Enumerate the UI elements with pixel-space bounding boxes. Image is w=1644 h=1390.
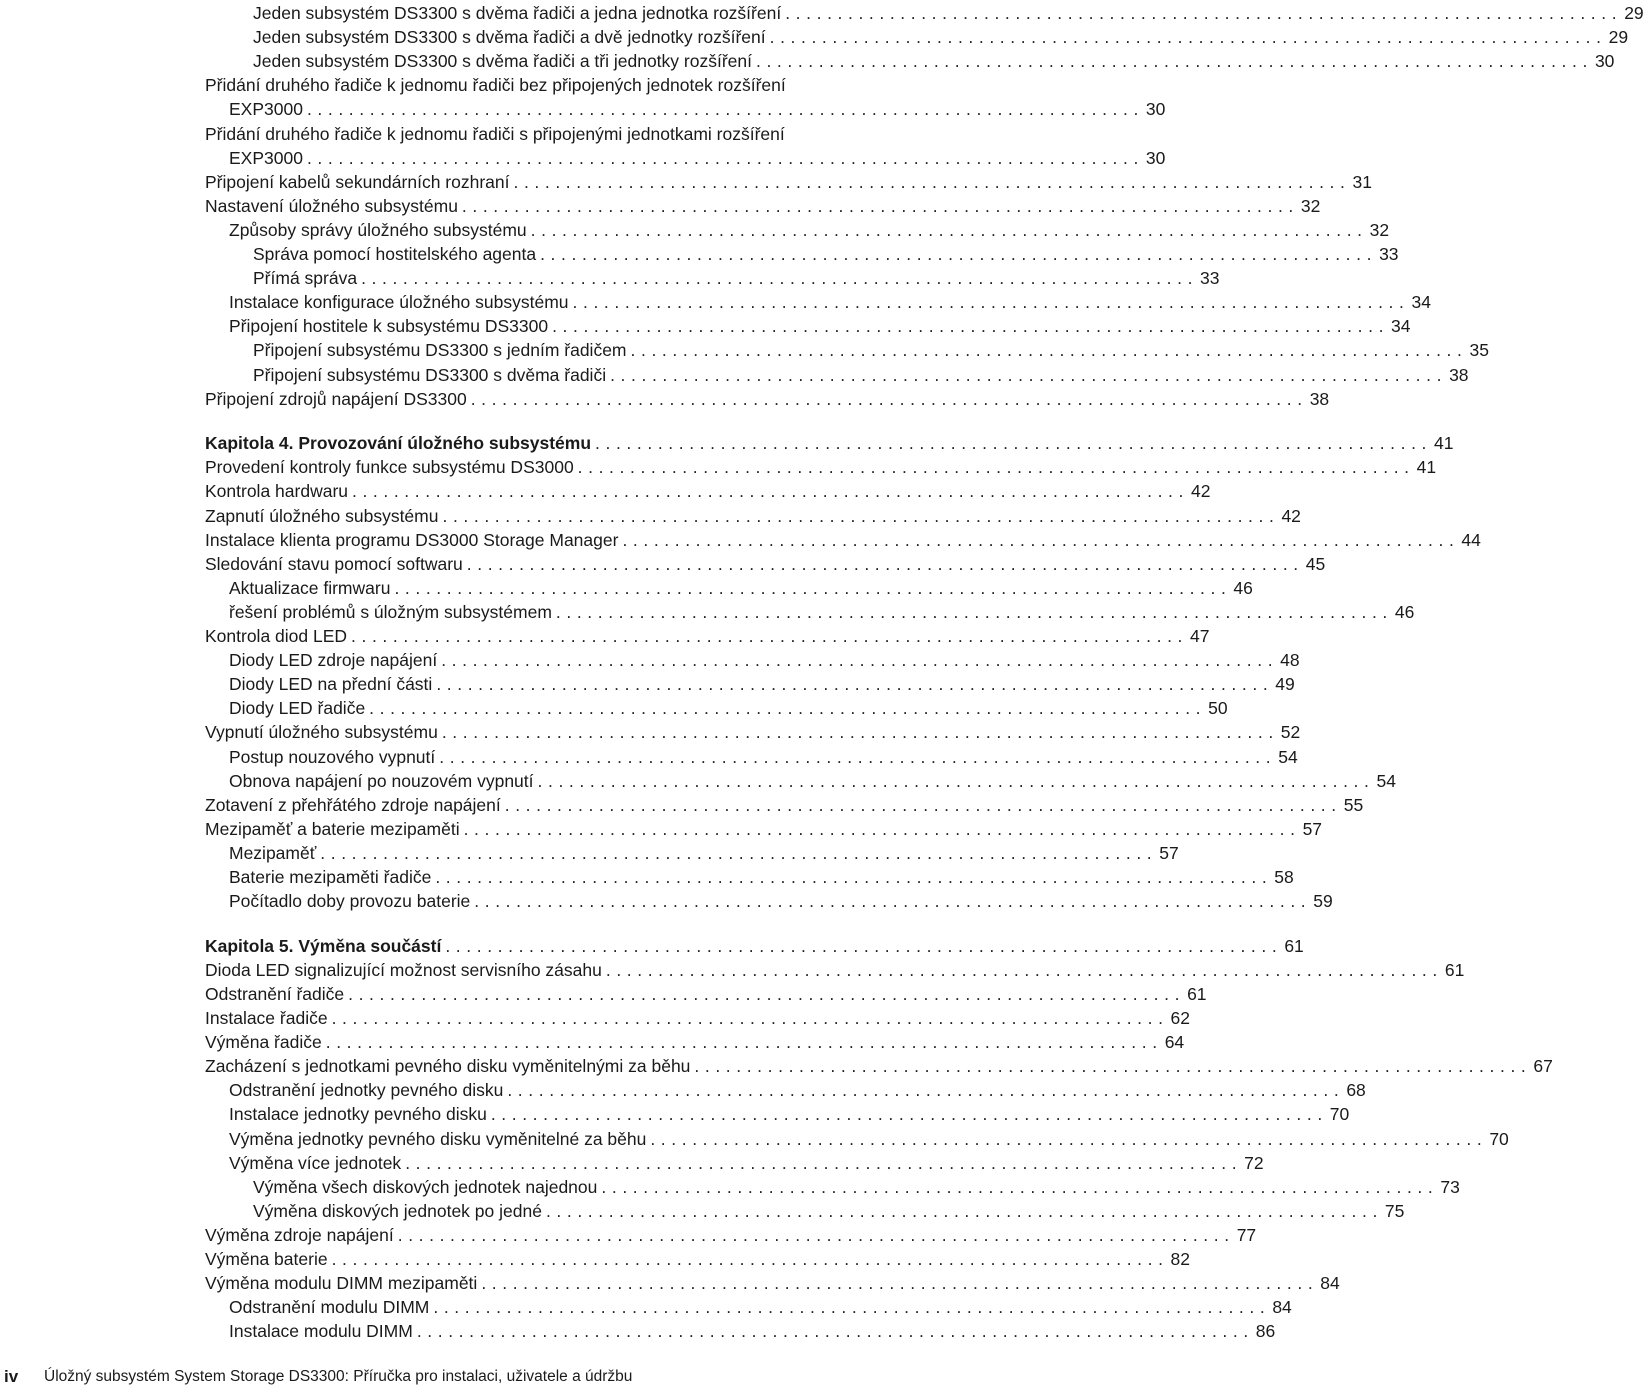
toc-entry[interactable]: [205, 1223, 1257, 1247]
toc-entry-title: Odstranění modulu DIMM: [229, 1297, 430, 1318]
dot-leader: ................................................................................: [369, 698, 1207, 719]
dot-leader: ................................................................................: [595, 433, 1433, 454]
toc-entry-title: Připojení subsystému DS3300 s jedním řadičem: [253, 340, 627, 361]
toc-entry[interactable]: [205, 455, 1437, 479]
toc-entry-title: Přímá správa: [253, 268, 358, 289]
toc-entry[interactable]: [253, 1175, 1460, 1199]
toc-entry[interactable]: [229, 841, 1179, 865]
dot-leader: ................................................................................: [348, 983, 1186, 1004]
dot-leader: ................................................................................: [436, 674, 1274, 695]
toc-entry-title: Zapnutí úložného subsystému: [205, 505, 439, 526]
toc-entry[interactable]: [205, 624, 1210, 648]
toc-entry-title: Diody LED na přední části: [229, 674, 433, 695]
toc-page-number: 67: [1533, 1056, 1553, 1077]
toc-page-number: 41: [1434, 433, 1454, 454]
toc-entry[interactable]: [229, 1151, 1264, 1175]
toc-page-number: 42: [1281, 505, 1301, 526]
dot-leader: ................................................................................: [306, 99, 1144, 120]
toc-entry-title: Postup nouzového vypnutí: [229, 746, 436, 767]
toc-entry[interactable]: [205, 982, 1207, 1006]
dot-leader: ................................................................................: [537, 770, 1375, 791]
toc-entry-title: Způsoby správy úložného subsystému: [229, 219, 527, 240]
toc-entry-title: Výměna baterie: [205, 1249, 328, 1269]
footer-title: Úložný subsystém System Storage DS3300: Příručka pro instalaci, uživatele a údržbu: [44, 1368, 633, 1385]
toc-entry-title: Diody LED řadiče: [229, 698, 366, 719]
toc-entry[interactable]: [205, 1030, 1185, 1054]
toc-page-number: 61: [1444, 959, 1465, 980]
dot-leader: ................................................................................: [755, 51, 1593, 72]
toc-entry-title: Instalace modulu DIMM: [229, 1321, 413, 1342]
toc-entry[interactable]: [229, 1127, 1509, 1151]
toc-entry[interactable]: [253, 266, 1220, 290]
toc-entry-title: Přidání druhého řadiče k jednomu řadiči bez připojených jednotek rozšíření: [205, 75, 786, 96]
toc-entry-title: Vypnutí úložného subsystému: [205, 722, 438, 743]
toc-entry[interactable]: [205, 122, 957, 146]
dot-leader: ................................................................................: [513, 171, 1351, 192]
dot-leader: ................................................................................: [481, 1273, 1319, 1294]
toc-entry[interactable]: [253, 363, 1469, 387]
toc-page-number: 49: [1275, 674, 1295, 695]
dot-leader: ................................................................................: [507, 1080, 1345, 1101]
dot-leader: ................................................................................: [470, 388, 1308, 409]
footer-page-number: iv: [4, 1367, 19, 1386]
toc-page-number: 62: [1170, 1008, 1191, 1028]
dot-leader: ................................................................................: [439, 746, 1277, 767]
toc-page-number: 52: [1280, 722, 1301, 743]
toc-page-number: 46: [1394, 601, 1415, 622]
toc-page-number: 30: [1145, 147, 1166, 168]
dot-leader: ................................................................................: [416, 1321, 1254, 1342]
toc-page-number: 55: [1343, 794, 1364, 815]
toc-entry-title: Baterie mezipaměti řadiče: [229, 867, 432, 887]
dot-leader: ................................................................................: [577, 457, 1415, 478]
toc-page-number: 44: [1461, 529, 1481, 550]
dot-leader: ................................................................................: [694, 1056, 1532, 1077]
toc-page-number: 32: [1300, 195, 1321, 216]
dot-leader: ................................................................................: [466, 553, 1304, 574]
toc-entry[interactable]: [253, 242, 1399, 266]
toc-entry[interactable]: [205, 1006, 1191, 1030]
toc-entry-title: Jeden subsystém DS3300 s dvěma řadiči a dvě jednotky rozšíření: [253, 27, 766, 48]
dot-leader: ................................................................................: [351, 626, 1189, 646]
toc-entry[interactable]: [229, 576, 1253, 600]
toc-page-number: 34: [1411, 292, 1431, 313]
toc-entry[interactable]: [229, 146, 1166, 170]
toc-entry[interactable]: [229, 1102, 1350, 1126]
toc-entry-title: Jeden subsystém DS3300 s dvěma řadiči a jedna jednotka rozšíření: [253, 3, 782, 23]
toc-entry-title: Jeden subsystém DS3300 s dvěma řadiči a tři jednotky rozšíření: [253, 51, 752, 72]
toc-page-number: 33: [1379, 244, 1399, 264]
toc-entry-title: Výměna modulu DIMM mezipaměti: [205, 1273, 478, 1294]
toc-page-number: 31: [1352, 171, 1372, 192]
toc-entry-title: Nastavení úložného subsystému: [205, 195, 458, 216]
toc-entry-title: Diody LED zdroje napájení: [229, 650, 438, 671]
toc-entry-title: Zacházení s jednotkami pevného disku vyměnitelnými za běhu: [205, 1056, 691, 1077]
toc-page-number: 86: [1255, 1321, 1276, 1342]
toc-page-number: 61: [1284, 935, 1304, 956]
toc-entry[interactable]: [229, 745, 1298, 769]
dot-leader: ................................................................................: [605, 959, 1443, 980]
toc-entry-title: Výměna více jednotek: [229, 1152, 402, 1173]
toc-entry[interactable]: [229, 314, 1411, 338]
toc-entry-title: Výměna zdroje napájení: [205, 1224, 394, 1245]
toc-page-number: 45: [1305, 553, 1326, 574]
toc-entry-title: EXP3000: [229, 99, 303, 120]
dot-leader: ................................................................................: [540, 244, 1378, 264]
toc-entry-title: Připojení subsystému DS3300 s dvěma řadiči: [253, 364, 607, 385]
toc-entry[interactable]: [205, 73, 957, 97]
toc-entry[interactable]: [253, 1199, 1405, 1223]
toc-page-number: 29: [1608, 27, 1629, 48]
dot-leader: ................................................................................: [352, 481, 1189, 502]
toc-entry-title: Zotavení z přehřátého zdroje napájení: [205, 794, 501, 815]
toc-entry-title: Kontrola hardwaru: [205, 481, 348, 502]
toc-entry[interactable]: [205, 552, 1326, 576]
toc-page-number: 59: [1313, 891, 1333, 912]
toc-entry[interactable]: [229, 97, 1166, 121]
dot-leader: ................................................................................: [474, 891, 1312, 912]
dot-leader: ................................................................................: [445, 935, 1283, 956]
toc-entry[interactable]: [205, 793, 1364, 817]
toc-entry-title: Mezipaměť: [229, 842, 317, 863]
toc-page-number: 68: [1346, 1080, 1366, 1101]
dot-leader: ................................................................................: [441, 722, 1279, 743]
toc-entry-title: řešení problémů s úložným subsystémem: [229, 601, 552, 622]
toc-entry-title: Připojení hostitele k subsystému DS3300: [229, 316, 549, 337]
toc-page-number: 35: [1469, 340, 1489, 361]
toc-entry-title: Sledování stavu pomocí softwaru: [205, 553, 463, 574]
toc-page-number: 84: [1320, 1273, 1340, 1294]
chapter-heading[interactable]: [205, 431, 1454, 455]
dot-leader: ................................................................................: [394, 577, 1232, 598]
toc-entry[interactable]: [205, 170, 1372, 194]
toc-entry[interactable]: [229, 218, 1390, 242]
dot-leader: ................................................................................: [545, 1200, 1383, 1221]
toc-page-number: 38: [1309, 388, 1330, 409]
toc-entry-title: Odstranění řadiče: [205, 983, 345, 1004]
toc-entry-title: Instalace řadiče: [205, 1008, 328, 1028]
toc-entry-title: Výměna diskových jednotek po jedné: [253, 1200, 542, 1221]
toc-entry[interactable]: [253, 49, 1615, 73]
toc-entry-title: Přidání druhého řadiče k jednomu řadiči s připojenými jednotkami rozšíření: [205, 123, 785, 144]
toc-page-number: 48: [1280, 650, 1300, 671]
toc-entry-title: Instalace konfigurace úložného subsystému: [229, 292, 569, 313]
dot-leader: ................................................................................: [461, 195, 1299, 216]
toc-entry[interactable]: [205, 504, 1301, 528]
toc-page-number: 33: [1200, 268, 1220, 289]
page-footer: [0, 1365, 960, 1389]
toc-entry[interactable]: [229, 648, 1300, 672]
toc-entry[interactable]: [205, 817, 1323, 841]
dot-leader: ................................................................................: [463, 818, 1301, 839]
dot-leader: ................................................................................: [320, 842, 1158, 863]
dot-leader: ................................................................................: [610, 364, 1448, 385]
toc-entry[interactable]: [229, 696, 1228, 720]
toc-entry[interactable]: [229, 1295, 1292, 1319]
toc-entry[interactable]: [253, 338, 1489, 362]
toc-entry[interactable]: [253, 1, 1644, 25]
toc-entry-title: Výměna všech diskových jednotek najednou: [253, 1176, 598, 1197]
toc-page-number: 29: [1624, 3, 1644, 23]
toc-entry-title: Kontrola diod LED: [205, 626, 348, 646]
dot-leader: ................................................................................: [490, 1104, 1328, 1125]
toc-page-number: 77: [1236, 1224, 1257, 1245]
toc-entry[interactable]: [229, 290, 1431, 314]
toc-entry-title: Odstranění jednotky pevného disku: [229, 1080, 504, 1101]
dot-leader: ................................................................................: [769, 27, 1607, 48]
dot-leader: ................................................................................: [555, 601, 1393, 622]
dot-leader: ................................................................................: [552, 316, 1390, 337]
toc-entry-title: Připojení zdrojů napájení DS3300: [205, 388, 467, 409]
toc-page-number: 47: [1190, 626, 1210, 646]
dot-leader: ................................................................................: [435, 867, 1273, 887]
toc-page-number: 64: [1164, 1032, 1185, 1053]
toc-entry-title: Kapitola 5. Výměna součástí: [205, 935, 442, 956]
dot-leader: ................................................................................: [785, 3, 1623, 23]
dot-leader: ................................................................................: [504, 794, 1342, 815]
toc-page-number: 30: [1145, 99, 1166, 120]
toc-page-number: 57: [1302, 818, 1323, 839]
toc-entry[interactable]: [205, 528, 1481, 552]
toc-entry[interactable]: [253, 25, 1629, 49]
dot-leader: ................................................................................: [442, 505, 1280, 526]
toc-page-number: 73: [1440, 1176, 1460, 1197]
toc-entry-title: Provedení kontroly funkce subsystému DS3000: [205, 457, 574, 478]
toc-page-number: 34: [1391, 316, 1411, 337]
toc-page-number: 61: [1187, 983, 1207, 1004]
toc-entry-title: Obnova napájení po nouzovém vypnutí: [229, 770, 534, 791]
toc-page-number: 84: [1272, 1297, 1292, 1318]
toc-page-number: 46: [1233, 577, 1253, 598]
toc-entry-title: Instalace jednotky pevného disku: [229, 1104, 487, 1125]
toc-entry-title: Kapitola 4. Provozování úložného subsystému: [205, 433, 592, 454]
toc-entry-title: Výměna řadiče: [205, 1032, 322, 1053]
toc-page-number: 57: [1159, 842, 1179, 863]
dot-leader: ................................................................................: [397, 1224, 1235, 1245]
toc-entry[interactable]: [229, 769, 1396, 793]
toc-page-number: 75: [1384, 1200, 1405, 1221]
toc-entry[interactable]: [205, 1271, 1340, 1295]
toc-entry-title: EXP3000: [229, 147, 303, 168]
dot-leader: ................................................................................: [331, 1249, 1169, 1269]
toc-page-number: 70: [1329, 1104, 1350, 1125]
toc-entry[interactable]: [205, 387, 1330, 411]
toc-entry[interactable]: [229, 1078, 1366, 1102]
dot-leader: ................................................................................: [601, 1176, 1439, 1197]
toc-entry[interactable]: [205, 194, 1321, 218]
toc-entry-title: Mezipaměť a baterie mezipaměti: [205, 818, 460, 839]
dot-leader: ................................................................................: [650, 1128, 1488, 1149]
dot-leader: ................................................................................: [630, 340, 1468, 361]
toc-page-number: 42: [1190, 481, 1211, 502]
toc-page-number: 82: [1170, 1249, 1191, 1269]
toc-page-number: 32: [1369, 219, 1390, 240]
toc-entry[interactable]: [229, 672, 1295, 696]
toc-page-number: 72: [1244, 1152, 1264, 1173]
toc-entry[interactable]: [229, 1319, 1276, 1343]
toc-page-number: 54: [1376, 770, 1396, 791]
dot-leader: ................................................................................: [572, 292, 1410, 313]
toc-entry-title: Správa pomocí hostitelského agenta: [253, 244, 537, 264]
dot-leader: ................................................................................: [405, 1152, 1243, 1173]
dot-leader: ................................................................................: [530, 219, 1368, 240]
toc-entry-title: Výměna jednotky pevného disku vyměnitelné za běhu: [229, 1128, 647, 1149]
dot-leader: ................................................................................: [306, 147, 1144, 168]
toc-page-number: 41: [1416, 457, 1437, 478]
toc-page-number: 70: [1489, 1128, 1509, 1149]
dot-leader: ................................................................................: [361, 268, 1199, 289]
dot-leader: ................................................................................: [622, 529, 1460, 550]
toc-entry[interactable]: [205, 1054, 1553, 1078]
toc-entry-title: Aktualizace firmwaru: [229, 577, 391, 598]
chapter-heading[interactable]: [205, 934, 1304, 958]
toc-entry[interactable]: [205, 479, 1211, 503]
toc-page-number: 30: [1594, 51, 1615, 72]
toc-entry-title: Dioda LED signalizující možnost servisního zásahu: [205, 959, 602, 980]
toc-entry[interactable]: [205, 720, 1301, 744]
toc-page-number: 38: [1449, 364, 1469, 385]
dot-leader: ................................................................................: [441, 650, 1279, 671]
toc-entry[interactable]: [229, 600, 1415, 624]
dot-leader: ................................................................................: [331, 1008, 1169, 1028]
toc-entry[interactable]: [205, 958, 1465, 982]
toc-entry-title: Počítadlo doby provozu baterie: [229, 891, 471, 912]
toc-entry[interactable]: [229, 889, 1333, 913]
dot-leader: ................................................................................: [433, 1297, 1271, 1318]
toc-entry-title: Instalace klienta programu DS3000 Storage Manager: [205, 529, 619, 550]
dot-leader: ................................................................................: [325, 1032, 1163, 1053]
toc-page-number: 54: [1278, 746, 1298, 767]
toc-page-number: 58: [1274, 867, 1294, 887]
toc-entry-title: Připojení kabelů sekundárních rozhraní: [205, 171, 510, 192]
toc-entry[interactable]: [229, 865, 1294, 889]
toc-entry[interactable]: [205, 1247, 1191, 1271]
toc-page-number: 50: [1208, 698, 1228, 719]
